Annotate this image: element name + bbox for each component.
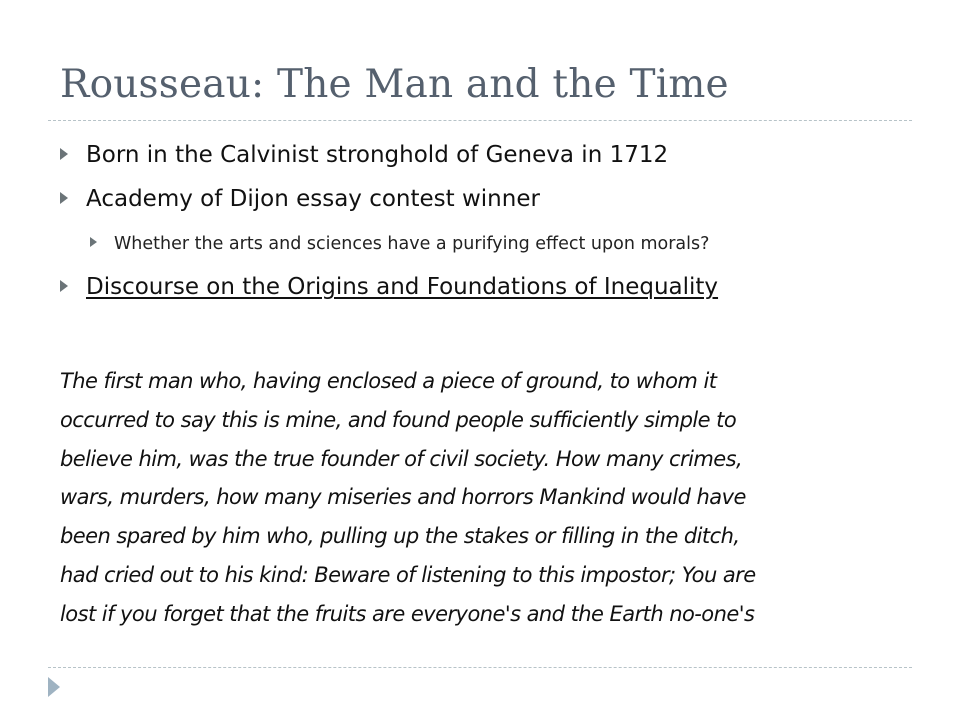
quote-line: The first man who, having enclosed a piece of ground, to whom it (60, 369, 717, 393)
triangle-bullet-icon (60, 280, 68, 292)
bullet-item-discourse (60, 274, 718, 300)
footer-divider (48, 667, 912, 668)
title-divider (48, 120, 912, 121)
quote-line: occurred to say this is mine, and found people sufficiently simple to (60, 407, 737, 432)
quote-line: lost if you forget that the fruits are everyone's and the Earth no-one's (60, 601, 755, 626)
slide-marker-icon (48, 677, 60, 697)
sub-bullet-item-question (90, 234, 709, 254)
rousseau-quote (60, 362, 900, 634)
bullet-text: Academy of Dijon essay contest winner (86, 186, 540, 212)
quote-line: had cried out to his kind: Beware of listening to this impostor; You are (60, 562, 756, 587)
sub-bullet-text: Whether the arts and sciences have a purifying effect upon morals? (114, 234, 710, 254)
bullet-item-birth (60, 142, 668, 168)
quote-line: believe him, was the true founder of civil society. How many crimes, (60, 446, 743, 471)
bullet-text: Born in the Calvinist stronghold of Geneva in 1712 (86, 142, 669, 168)
triangle-bullet-icon (90, 237, 97, 247)
bullet-item-academy (60, 186, 540, 212)
triangle-bullet-icon (60, 148, 68, 160)
discourse-title: Discourse on the Origins and Foundations of Inequality (86, 274, 719, 300)
quote-line: been spared by him who, pulling up the stakes or filling in the ditch, (60, 524, 740, 549)
triangle-bullet-icon (60, 192, 68, 204)
slide-title: Rousseau: The Man and the Time (60, 62, 729, 107)
quote-line: wars, murders, how many miseries and horrors Mankind would have (60, 485, 746, 510)
